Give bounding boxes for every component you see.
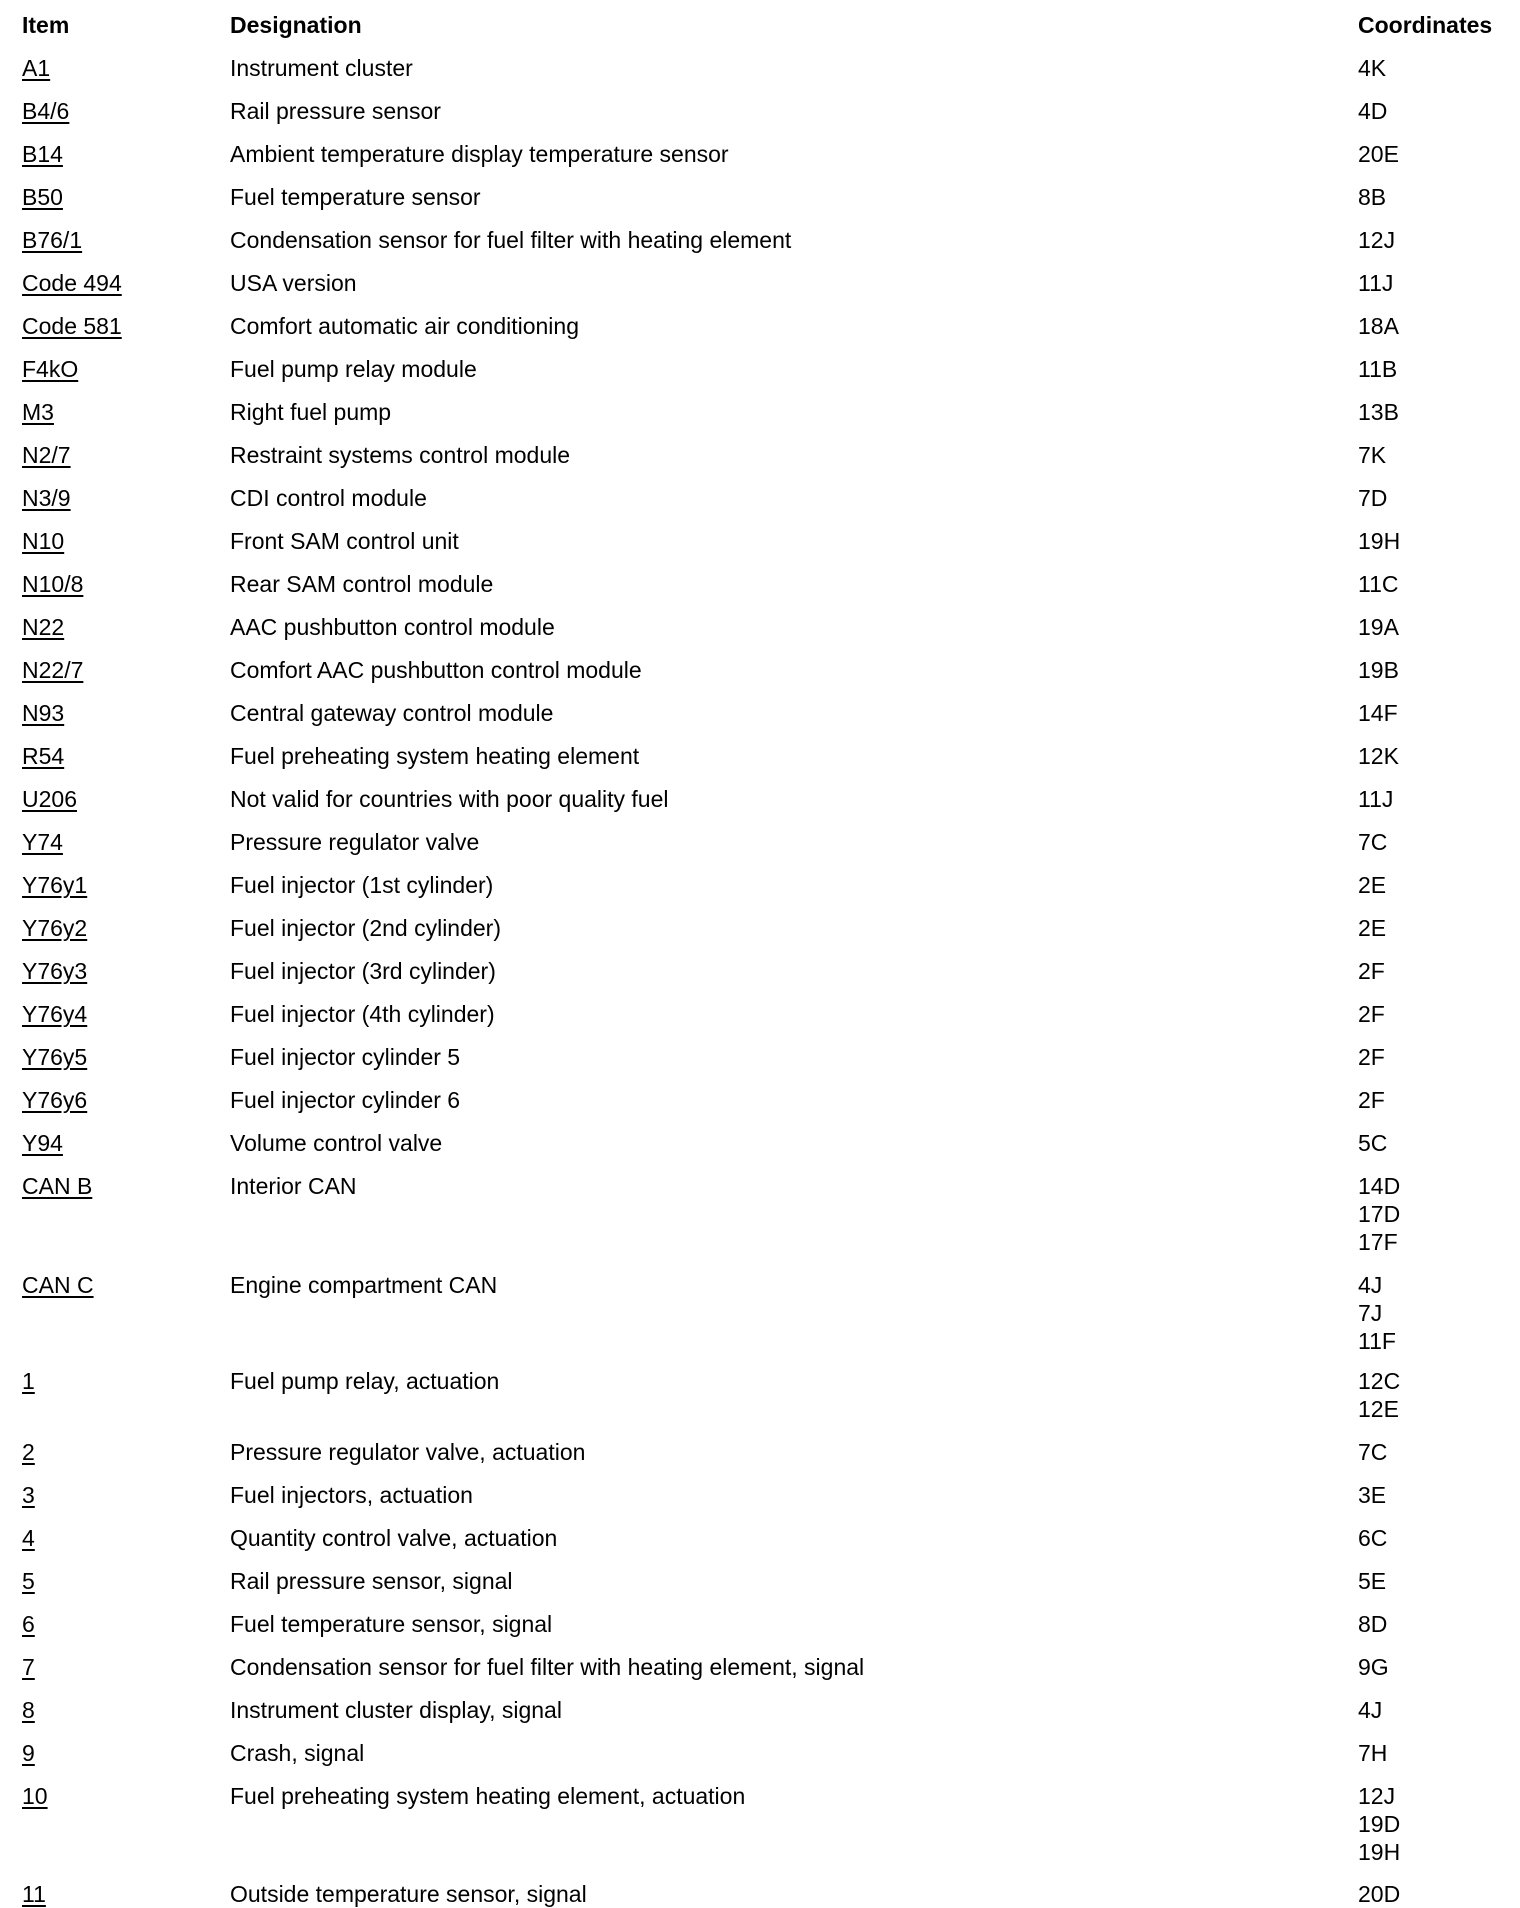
item-link[interactable]: Y76y4 bbox=[22, 1001, 88, 1027]
coordinate-value: 3E bbox=[1358, 1482, 1387, 1508]
coordinate-value: 2F bbox=[1358, 1044, 1385, 1070]
coordinate-value: 2F bbox=[1358, 1087, 1385, 1113]
designation-text: Quantity control valve, actuation bbox=[230, 1525, 558, 1551]
coordinate-value: 19D bbox=[1358, 1811, 1401, 1837]
item-link[interactable]: 2 bbox=[22, 1439, 35, 1465]
designation-text: Fuel pump relay, actuation bbox=[230, 1368, 500, 1394]
designation-text: Not valid for countries with poor quality fuel bbox=[230, 786, 669, 812]
designation-text: AAC pushbutton control module bbox=[230, 614, 555, 640]
item-link[interactable]: N93 bbox=[22, 700, 65, 726]
coordinates-cell bbox=[1358, 226, 1395, 254]
designation-text: Volume control valve bbox=[230, 1130, 443, 1156]
coordinates-cell bbox=[1358, 785, 1393, 813]
item-link[interactable]: 11 bbox=[22, 1881, 46, 1907]
coordinates-cell bbox=[1358, 183, 1386, 211]
coordinates-cell bbox=[1358, 1696, 1382, 1724]
coordinate-value: 5C bbox=[1358, 1130, 1388, 1156]
designation-text: Rear SAM control module bbox=[230, 571, 494, 597]
coordinate-value: 2F bbox=[1358, 1001, 1385, 1027]
item-link[interactable]: Y94 bbox=[22, 1130, 63, 1156]
coordinates-cell bbox=[1358, 1043, 1385, 1071]
designation-text: Fuel injector (2nd cylinder) bbox=[230, 915, 502, 941]
designation-text: Comfort automatic air conditioning bbox=[230, 313, 579, 339]
coordinate-value: 2F bbox=[1358, 958, 1385, 984]
item-link[interactable]: A1 bbox=[22, 55, 51, 81]
coordinate-value: 7C bbox=[1358, 1439, 1388, 1465]
designation-text: Restraint systems control module bbox=[230, 442, 571, 468]
item-link[interactable]: B4/6 bbox=[22, 98, 70, 124]
item-link[interactable]: 9 bbox=[22, 1740, 35, 1766]
item-link[interactable]: R54 bbox=[22, 743, 65, 769]
item-link[interactable]: 1 bbox=[22, 1368, 35, 1394]
coordinate-value: 20E bbox=[1358, 141, 1399, 167]
coordinates-cell bbox=[1358, 355, 1397, 383]
item-link[interactable]: 8 bbox=[22, 1697, 35, 1723]
item-link[interactable]: M3 bbox=[22, 399, 54, 425]
item-link[interactable]: 4 bbox=[22, 1525, 35, 1551]
item-link[interactable]: 6 bbox=[22, 1611, 35, 1637]
coordinate-value: 4D bbox=[1358, 98, 1388, 124]
coordinate-value: 4K bbox=[1358, 55, 1387, 81]
coordinate-value: 4J bbox=[1358, 1272, 1383, 1298]
header-coordinates: Coordinates bbox=[1358, 12, 1493, 38]
item-link[interactable]: CAN C bbox=[22, 1272, 94, 1298]
designation-text: Fuel injectors, actuation bbox=[230, 1482, 473, 1508]
item-link[interactable]: N2/7 bbox=[22, 442, 71, 468]
coordinates-cell bbox=[1358, 699, 1398, 727]
item-link[interactable]: CAN B bbox=[22, 1173, 93, 1199]
item-link[interactable]: N10/8 bbox=[22, 571, 84, 597]
coordinate-value: 2E bbox=[1358, 915, 1387, 941]
item-link[interactable]: N22/7 bbox=[22, 657, 84, 683]
coordinate-value: 19H bbox=[1358, 1839, 1401, 1865]
coordinates-cell bbox=[1358, 656, 1399, 684]
header-item: Item bbox=[22, 12, 70, 38]
coordinates-cell bbox=[1358, 1129, 1387, 1157]
coordinates-cell bbox=[1358, 742, 1399, 770]
coordinate-value: 11F bbox=[1358, 1328, 1396, 1354]
designation-text: Fuel preheating system heating element bbox=[230, 743, 640, 769]
coordinate-value: 20D bbox=[1358, 1881, 1401, 1907]
coordinates-cell bbox=[1358, 312, 1399, 340]
item-link[interactable]: Y76y1 bbox=[22, 872, 88, 898]
item-link[interactable]: Code 581 bbox=[22, 313, 122, 339]
coordinates-cell bbox=[1358, 1086, 1385, 1114]
coordinate-value: 18A bbox=[1358, 313, 1399, 339]
coordinates-cell bbox=[1358, 527, 1400, 555]
coordinates-cell bbox=[1358, 1567, 1386, 1595]
designation-text: Fuel temperature sensor bbox=[230, 184, 481, 210]
item-link[interactable]: 5 bbox=[22, 1568, 35, 1594]
coordinates-cell bbox=[1358, 1880, 1400, 1908]
designation-text: Fuel injector (4th cylinder) bbox=[230, 1001, 495, 1027]
item-link[interactable]: Y76y2 bbox=[22, 915, 88, 941]
coordinate-value: 12C bbox=[1358, 1368, 1401, 1394]
coordinate-value: 11J bbox=[1358, 270, 1394, 296]
coordinates-cell bbox=[1358, 1610, 1387, 1638]
designation-text: Front SAM control unit bbox=[230, 528, 459, 554]
item-link[interactable]: B76/1 bbox=[22, 227, 83, 253]
coordinate-value: 12J bbox=[1358, 227, 1396, 253]
coordinate-value: 7C bbox=[1358, 829, 1388, 855]
designation-text: Pressure regulator valve bbox=[230, 829, 480, 855]
coordinate-value: 12J bbox=[1358, 1783, 1396, 1809]
coordinates-cell bbox=[1358, 1438, 1387, 1466]
designation-text: Pressure regulator valve, actuation bbox=[230, 1439, 586, 1465]
designation-text: Fuel injector cylinder 6 bbox=[230, 1087, 461, 1113]
coordinates-cell bbox=[1358, 140, 1399, 168]
designation-text: Fuel injector (1st cylinder) bbox=[230, 872, 494, 898]
item-link[interactable]: B50 bbox=[22, 184, 63, 210]
item-link[interactable]: 7 bbox=[22, 1654, 35, 1680]
item-link[interactable]: 3 bbox=[22, 1482, 35, 1508]
designation-text: Instrument cluster bbox=[230, 55, 413, 81]
item-link[interactable]: Y76y5 bbox=[22, 1044, 88, 1070]
designation-text: Right fuel pump bbox=[230, 399, 392, 425]
coordinates-cell bbox=[1358, 1739, 1387, 1767]
designation-text: CDI control module bbox=[230, 485, 427, 511]
designation-text: Instrument cluster display, signal bbox=[230, 1697, 562, 1723]
coordinate-value: 5E bbox=[1358, 1568, 1387, 1594]
coordinate-value: 8D bbox=[1358, 1611, 1388, 1637]
item-link[interactable]: Y76y6 bbox=[22, 1087, 88, 1113]
designation-text: Fuel pump relay module bbox=[230, 356, 477, 382]
coordinate-value: 14F bbox=[1358, 700, 1398, 726]
coordinate-value: 6C bbox=[1358, 1525, 1388, 1551]
coordinate-value: 14D bbox=[1358, 1173, 1401, 1199]
coordinates-cell bbox=[1358, 97, 1387, 125]
coordinates-cell bbox=[1358, 1524, 1387, 1552]
item-link[interactable]: B14 bbox=[22, 141, 63, 167]
coordinate-value: 17D bbox=[1358, 1201, 1401, 1227]
item-link[interactable]: Y74 bbox=[22, 829, 63, 855]
item-link[interactable]: N22 bbox=[22, 614, 65, 640]
coordinate-value: 9G bbox=[1358, 1654, 1389, 1680]
coordinate-value: 11C bbox=[1358, 571, 1399, 597]
coordinates-cell bbox=[1358, 1782, 1400, 1866]
coordinates-cell bbox=[1358, 570, 1399, 598]
designation-text: Fuel injector cylinder 5 bbox=[230, 1044, 461, 1070]
coordinate-value: 7K bbox=[1358, 442, 1387, 468]
coordinates-cell bbox=[1358, 398, 1399, 426]
designation-text: Condensation sensor for fuel filter with heating element, signal bbox=[230, 1654, 865, 1680]
designation-text: Crash, signal bbox=[230, 1740, 365, 1766]
designation-text: Fuel preheating system heating element, actuation bbox=[230, 1783, 746, 1809]
item-link[interactable]: F4kO bbox=[22, 356, 79, 382]
item-link[interactable]: Y76y3 bbox=[22, 958, 88, 984]
designation-text: USA version bbox=[230, 270, 357, 296]
coordinate-value: 13B bbox=[1358, 399, 1399, 425]
item-link[interactable]: 10 bbox=[22, 1783, 48, 1809]
header-designation: Designation bbox=[230, 12, 362, 38]
coordinates-cell bbox=[1358, 828, 1387, 856]
designation-text: Condensation sensor for fuel filter with heating element bbox=[230, 227, 792, 253]
coordinates-cell bbox=[1358, 1367, 1400, 1423]
item-link[interactable]: N10 bbox=[22, 528, 65, 554]
coordinate-value: 19B bbox=[1358, 657, 1399, 683]
designation-text: Comfort AAC pushbutton control module bbox=[230, 657, 642, 683]
coordinates-cell bbox=[1358, 613, 1399, 641]
coordinate-value: 19A bbox=[1358, 614, 1399, 640]
coordinate-value: 7D bbox=[1358, 485, 1388, 511]
item-link[interactable]: N3/9 bbox=[22, 485, 71, 511]
coordinate-value: 11B bbox=[1358, 356, 1398, 382]
coordinate-value: 12K bbox=[1358, 743, 1399, 769]
designation-text: Central gateway control module bbox=[230, 700, 554, 726]
coordinate-value: 11J bbox=[1358, 786, 1394, 812]
designation-text: Engine compartment CAN bbox=[230, 1272, 498, 1298]
coordinate-value: 4J bbox=[1358, 1697, 1383, 1723]
coordinates-cell bbox=[1358, 1271, 1396, 1355]
designation-text: Fuel temperature sensor, signal bbox=[230, 1611, 553, 1637]
coordinate-value: 7J bbox=[1358, 1300, 1383, 1326]
coordinates-cell bbox=[1358, 1481, 1386, 1509]
coordinate-value: 2E bbox=[1358, 872, 1387, 898]
coordinates-cell bbox=[1358, 484, 1387, 512]
coordinate-value: 12E bbox=[1358, 1396, 1399, 1422]
coordinates-cell bbox=[1358, 441, 1386, 469]
designation-text: Rail pressure sensor bbox=[230, 98, 441, 124]
designation-text: Ambient temperature display temperature sensor bbox=[230, 141, 729, 167]
coordinates-cell bbox=[1358, 1653, 1389, 1681]
coordinates-cell bbox=[1358, 269, 1393, 297]
coordinates-cell bbox=[1358, 1172, 1400, 1256]
coordinate-value: 17F bbox=[1358, 1229, 1398, 1255]
coordinates-cell bbox=[1358, 914, 1386, 942]
designation-text: Interior CAN bbox=[230, 1173, 357, 1199]
coordinate-value: 19H bbox=[1358, 528, 1401, 554]
designation-text: Fuel injector (3rd cylinder) bbox=[230, 958, 496, 984]
coordinates-cell bbox=[1358, 957, 1385, 985]
designation-text: Rail pressure sensor, signal bbox=[230, 1568, 513, 1594]
coordinates-cell bbox=[1358, 871, 1386, 899]
item-link[interactable]: U206 bbox=[22, 786, 77, 812]
coordinates-cell bbox=[1358, 1000, 1385, 1028]
coordinates-cell bbox=[1358, 54, 1386, 82]
coordinate-value: 8B bbox=[1358, 184, 1387, 210]
item-link[interactable]: Code 494 bbox=[22, 270, 122, 296]
coordinate-value: 7H bbox=[1358, 1740, 1388, 1766]
designation-text: Outside temperature sensor, signal bbox=[230, 1881, 587, 1907]
